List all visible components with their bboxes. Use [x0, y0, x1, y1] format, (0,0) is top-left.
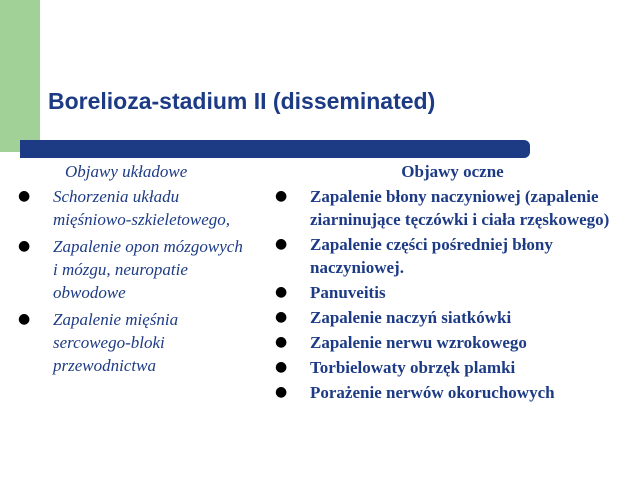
right-bullet-list: [270, 185, 615, 404]
list-item-text: Zapalenie naczyń siatkówki: [310, 308, 512, 327]
list-item-text: Zapalenie opon mózgowych i mózgu, neuropatie obwodowe: [53, 237, 243, 302]
list-item: [270, 185, 615, 231]
title-divider-bar: [20, 140, 530, 158]
slide-title: Borelioza-stadium II (disseminated): [48, 88, 436, 114]
list-item-text: Zapalenie części pośredniej błony naczyniowej.: [310, 235, 553, 277]
list-item: [270, 281, 615, 304]
list-item: [270, 331, 615, 354]
title-panel: [40, 0, 638, 151]
left-column: [0, 160, 250, 381]
bullet-icon: ●: [18, 188, 31, 204]
list-item: [0, 235, 250, 304]
list-item-text: Zapalenie błony naczyniowej (zapalenie ziarninujące tęczówki i ciała rzęskowego): [310, 187, 610, 229]
list-item: [0, 185, 250, 231]
right-column: [270, 160, 615, 406]
bullet-icon: ●: [275, 236, 288, 252]
bullet-icon: ●: [18, 311, 31, 327]
list-item-text: Panuveitis: [310, 283, 386, 302]
right-column-heading: Objawy oczne: [401, 162, 504, 181]
list-item-text: Zapalenie mięśnia sercowego-bloki przewodnictwa: [53, 310, 179, 375]
bullet-icon: ●: [275, 284, 288, 300]
bullet-icon: ●: [275, 384, 288, 400]
list-item-text: Schorzenia układu mięśniowo-szkieletowego,: [53, 187, 231, 229]
list-item: [270, 381, 615, 404]
list-item: [0, 308, 250, 377]
list-item-text: Zapalenie nerwu wzrokowego: [310, 333, 527, 352]
left-column-heading: Objawy układowe: [65, 162, 188, 181]
bullet-icon: ●: [275, 188, 288, 204]
bullet-icon: ●: [18, 238, 31, 254]
bullet-icon: ●: [275, 309, 288, 325]
list-item-text: Porażenie nerwów okoruchowych: [310, 383, 555, 402]
bullet-icon: ●: [275, 334, 288, 350]
list-item: [270, 306, 615, 329]
left-bullet-list: [0, 185, 250, 377]
list-item: [270, 233, 615, 279]
list-item: [270, 356, 615, 379]
bullet-icon: ●: [275, 359, 288, 375]
list-item-text: Torbielowaty obrzęk plamki: [310, 358, 516, 377]
